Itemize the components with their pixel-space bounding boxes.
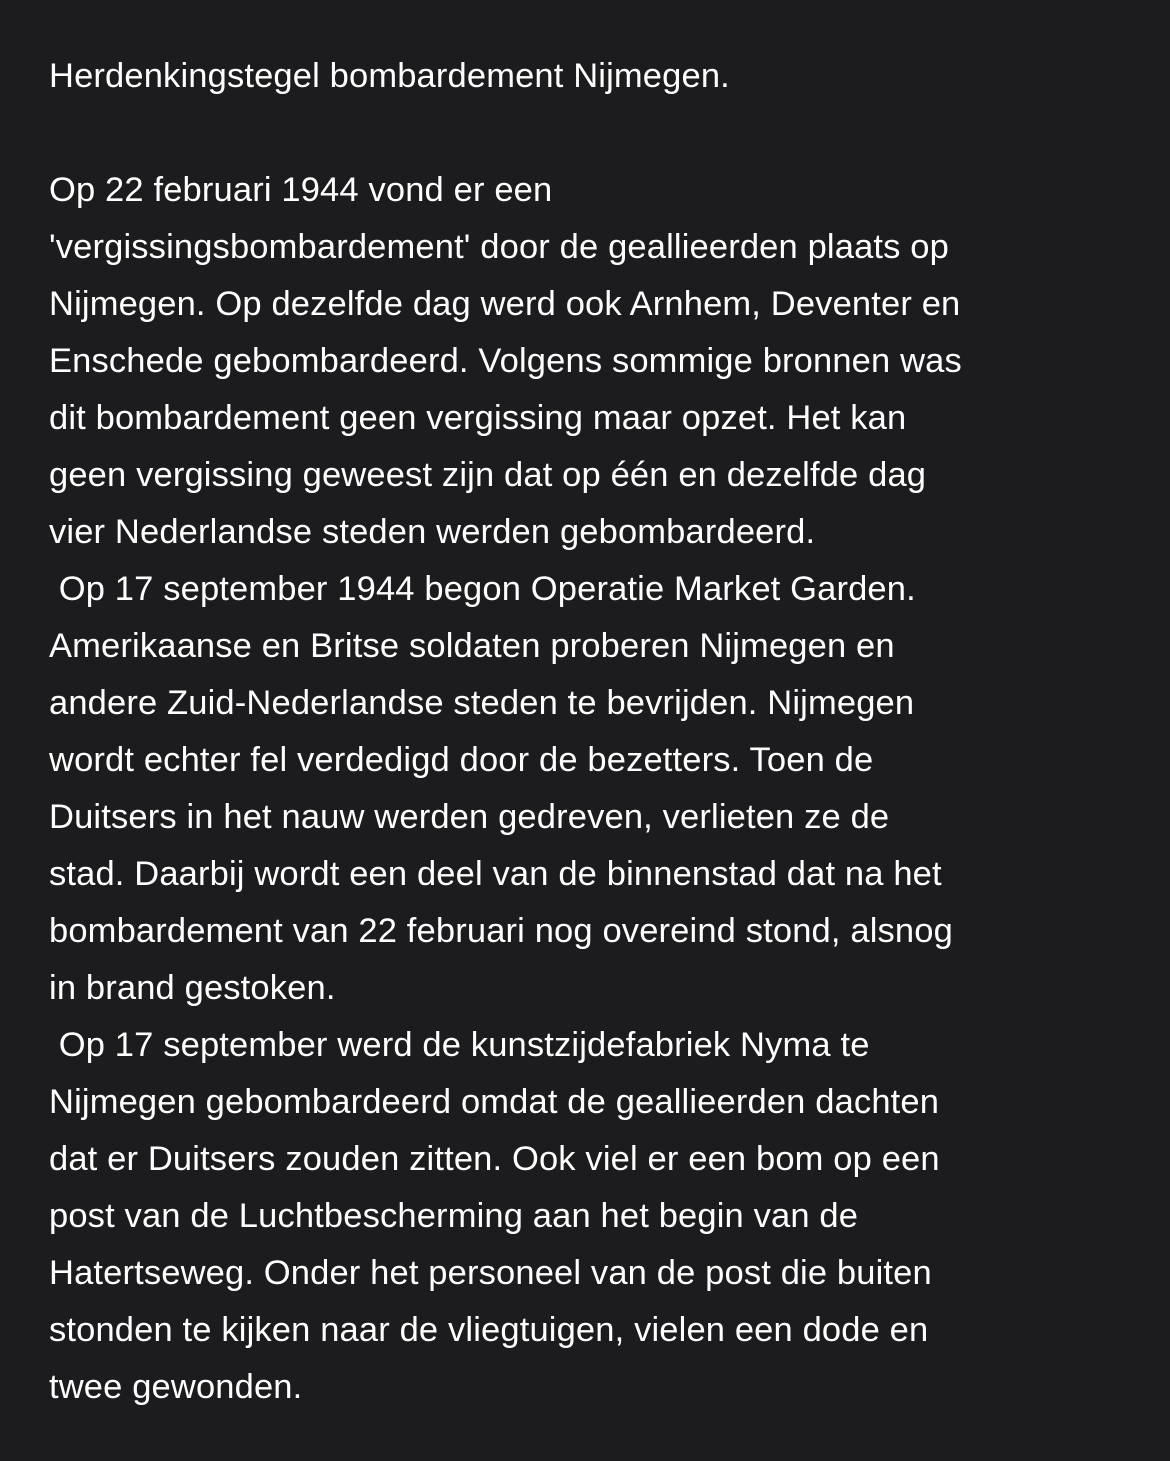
note-line: Op 22 februari 1944 vond er een	[49, 171, 553, 209]
note-line: Op 17 september 1944 begon Operatie Market Garden.	[49, 570, 916, 608]
note-title: Herdenkingstegel bombardement Nijmegen.	[49, 57, 730, 95]
note-line: twee gewonden.	[49, 1368, 303, 1406]
note-body[interactable]	[49, 48, 1129, 1416]
note-line: stonden te kijken naar de vliegtuigen, vielen een dode en	[49, 1311, 929, 1349]
note-line: Nijmegen gebombardeerd omdat de geallieerden dachten	[49, 1083, 940, 1121]
note-line: Enschede gebombardeerd. Volgens sommige bronnen was	[49, 342, 962, 380]
note-line: Duitsers in het nauw werden gedreven, verlieten ze de	[49, 798, 890, 836]
note-line: dit bombardement geen vergissing maar opzet. Het kan	[49, 399, 907, 437]
note-line: wordt echter fel verdedigd door de bezetters. Toen de	[49, 741, 874, 779]
blank-line	[49, 105, 1129, 162]
note-line: Hatertseweg. Onder het personeel van de post die buiten	[49, 1254, 932, 1292]
note-line: Amerikaanse en Britse soldaten proberen Nijmegen en	[49, 627, 895, 665]
note-line: dat er Duitsers zouden zitten. Ook viel er een bom op een	[49, 1140, 940, 1178]
note-line: Nijmegen. Op dezelfde dag werd ook Arnhem, Deventer en	[49, 285, 961, 323]
note-line: geen vergissing geweest zijn dat op één en dezelfde dag	[49, 456, 927, 494]
note-line: in brand gestoken.	[49, 969, 336, 1007]
note-line: andere Zuid-Nederlandse steden te bevrijden. Nijmegen	[49, 684, 915, 722]
note-line: post van de Luchtbescherming aan het begin van de	[49, 1197, 859, 1235]
note-line: 'vergissingsbombardement' door de geallieerden plaats op	[49, 228, 949, 266]
note-line: vier Nederlandse steden werden gebombardeerd.	[49, 513, 816, 551]
note-line: stad. Daarbij wordt een deel van de binnenstad dat na het	[49, 855, 942, 893]
note-line: Op 17 september werd de kunstzijdefabriek Nyma te	[49, 1026, 870, 1064]
note-line: bombardement van 22 februari nog overeind stond, alsnog	[49, 912, 953, 950]
